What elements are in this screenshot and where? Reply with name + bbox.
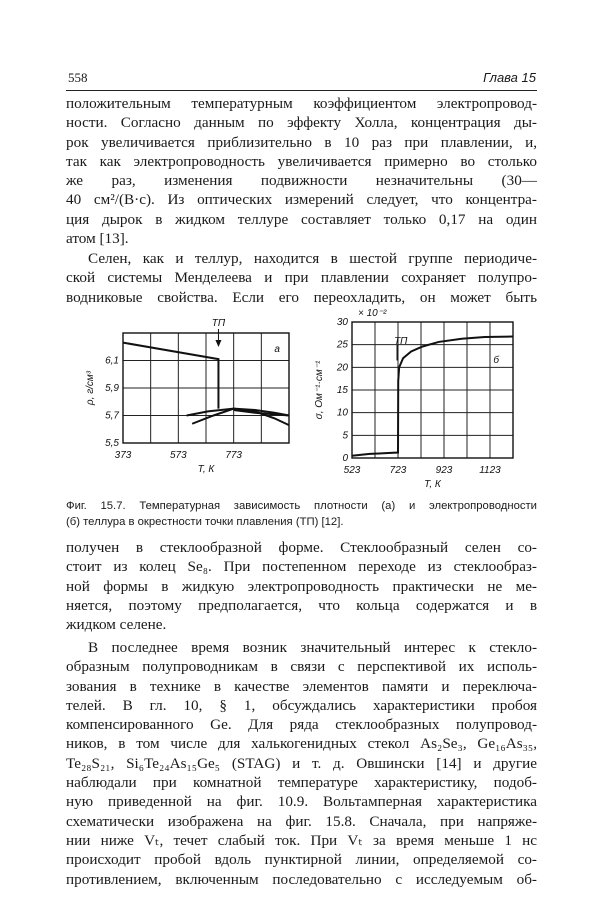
- figure-caption: [66, 498, 537, 530]
- x-tick-label: 523: [343, 465, 361, 476]
- chart-conductivity: [300, 306, 540, 492]
- text-line: В последнее время возник значительный интерес к стекло-: [88, 639, 537, 656]
- text-line: ников, в том числе для халькогенидных стекол As₂Se₃, Ge₁₆As₃₅,: [66, 735, 537, 753]
- y-tick-label: 5,7: [105, 410, 119, 422]
- text-line: жидком селене.: [66, 616, 167, 634]
- x-axis-label: T, К: [197, 464, 215, 475]
- text-line: 40 см²/(В·с). Из оптических измерений следует, что концентра-: [66, 191, 537, 209]
- text-line: схематически изображена на фиг. 15.8. Сначала, при напряже-: [66, 812, 537, 830]
- text-line: наблюдали при комнатной температуре характеристику, подоб-: [66, 774, 537, 792]
- text-line: так как электропроводность увеличивается примерно во столько: [66, 152, 537, 170]
- chapter-title: Глава 15: [483, 70, 536, 85]
- x-tick-label: 923: [435, 465, 453, 476]
- y-axis-label: ρ, г/см³: [85, 370, 96, 406]
- y-tick-label: 5,5: [105, 438, 119, 449]
- text-line: ную приведенной на фиг. 10.9. Вольтамперная характеристика: [66, 793, 537, 811]
- y-tick-label: 20: [336, 362, 348, 374]
- x-tick-label: 373: [114, 450, 132, 461]
- x-axis-label: T, К: [424, 479, 441, 490]
- paragraph-3: [66, 538, 537, 634]
- paragraph-1: [66, 94, 537, 248]
- text-line: телей. В гл. 10, § 1, обсуждались характеристики пробоя: [66, 696, 537, 714]
- x-tick-label: 573: [169, 450, 187, 461]
- x-tick-label: 773: [225, 450, 243, 461]
- y-tick-label: 30: [336, 317, 348, 328]
- text-line: получен в стеклообразной форме. Стеклообразный селен со-: [66, 539, 537, 556]
- text-line: компенсированного Ge. Для ряда стеклообразных полупровод-: [66, 716, 537, 734]
- paragraph-4: [66, 638, 537, 889]
- text-line: же раз, изменения подвижности незначительны (30—: [66, 172, 537, 190]
- y-axis-label: σ, Ом⁻¹·см⁻¹: [314, 360, 325, 420]
- x-tick-label: 723: [389, 465, 407, 476]
- text-line: ция дырок в жидком теллуре составляет только 0,17 на один: [66, 210, 537, 228]
- y-tick-label: 25: [336, 339, 348, 351]
- panel-label: а: [274, 343, 280, 355]
- text-line: происходит пробой вдоль пунктирной линии, определяемой со-: [66, 851, 537, 869]
- series-line-solid: [123, 343, 218, 409]
- y-tick-label: 0: [342, 453, 348, 464]
- series-line-sigma: [352, 337, 513, 456]
- x-tick-label: 1123: [479, 465, 501, 476]
- text-line: нии ниже Vₜ, течет слабый ток. При Vₜ за время меньше 1 нс: [66, 831, 537, 849]
- panel-label: б: [493, 354, 500, 366]
- text-line: атом [13].: [66, 230, 129, 248]
- text-line: ной формы в жидкую электропроводность практически не ме-: [66, 577, 537, 595]
- text-line: рок увеличивается приблизительно в 10 раз при плавлении, и,: [66, 133, 537, 151]
- text-line: няется, поэтому предполагается, что кольца содержатся и в: [66, 596, 537, 614]
- text-line: ности. Согласно данным по эффекту Холла, концентрация ды-: [66, 114, 537, 132]
- caption-line: (б) теллура в окрестности точки плавления (ТП) [12].: [66, 516, 344, 528]
- y-tick-label: 10: [336, 407, 348, 419]
- text-line: водниковые свойства. Если его переохладить, он может быть: [66, 288, 537, 306]
- text-line: Селен, как и теллур, находится в шестой группе периодиче-: [88, 250, 537, 267]
- text-line: стоит из колец Se₈. При постепенном переходе из стеклообраз-: [66, 558, 537, 576]
- y-tick-label: 6,1: [105, 355, 119, 367]
- caption-line: Фиг. 15.7. Температурная зависимость плотности (а) и электропроводности: [66, 500, 537, 512]
- text-line: зования в технике в качестве элементов памяти и переключа-: [66, 677, 537, 695]
- scale-label: × 10⁻²: [358, 308, 387, 319]
- tp-annotation: ТП: [211, 318, 226, 329]
- arrowhead-icon: [215, 340, 221, 347]
- text-line: ской системы Менделеева и при плавлении сохраняет полупро-: [66, 269, 537, 287]
- header-rule: [66, 90, 537, 91]
- text-line: положительным температурным коэффициентом электропровод-: [66, 95, 537, 112]
- y-tick-label: 5: [342, 430, 348, 442]
- tp-annotation: ТП: [394, 336, 408, 348]
- text-line: Te₂₈S₂₁, Si₆Te₂₄As₁₅Ge₅ (STAG) и т. д. Овшински [14] и другие: [66, 754, 537, 772]
- paragraph-2: [66, 249, 537, 307]
- text-line: противлением, включенным последовательно с исследуемым об-: [66, 870, 537, 888]
- y-tick-label: 15: [336, 385, 348, 396]
- page-number: 558: [68, 70, 88, 85]
- chart-density: [60, 310, 300, 490]
- text-line: образным полупроводникам в связи с перспективой их исполь-: [66, 658, 537, 676]
- y-tick-label: 5,9: [105, 383, 119, 394]
